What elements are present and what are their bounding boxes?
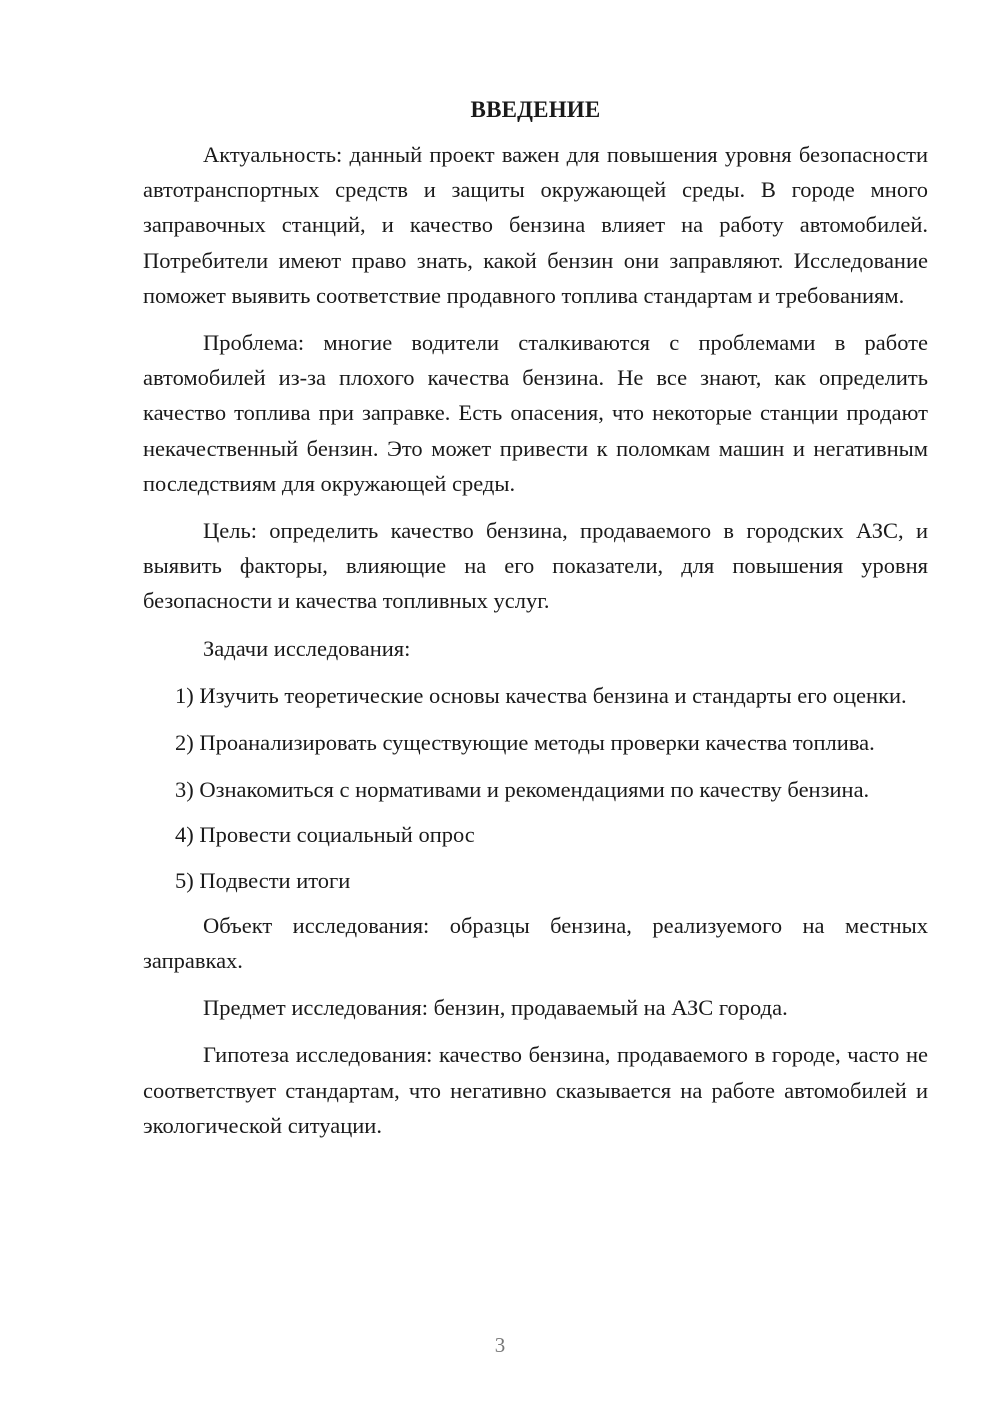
- paragraph-problem: Проблема: многие водители сталкиваются с проблемами в работе автомобилей из-за плохого качества бензина. Не все знают, как определить качество топлива при заправке. Есть опасения, что некоторые станции продают некачественный бензин. Это может привести к поломкам машин и негативным последствиям для окружающей среды.: [143, 330, 928, 496]
- paragraph-goal: Цель: определить качество бензина, продаваемого в городских АЗС, и выявить факторы, влияющие на его показатели, для повышения уровня безопасности и качества топливных услуг.: [143, 518, 928, 614]
- task-item-5: 5) Подвести итоги: [175, 867, 351, 893]
- paragraph-object: Объект исследования: образцы бензина, реализуемого на местных заправках.: [143, 912, 928, 974]
- paragraph-subject: Предмет исследования: бензин, продаваемый на АЗС города.: [203, 995, 788, 1021]
- page-title: ВВЕДЕНИЕ: [470, 97, 601, 122]
- tasks-heading: Задачи исследования:: [203, 635, 411, 661]
- task-item-2: 2) Проанализировать существующие методы проверки качества топлива.: [175, 730, 875, 756]
- page-number: 3: [494, 1333, 506, 1357]
- task-item-4: 4) Провести социальный опрос: [175, 822, 475, 848]
- task-item-3: 3) Ознакомиться с нормативами и рекомендациями по качеству бензина.: [175, 777, 870, 803]
- paragraph-relevance: Актуальность: данный проект важен для повышения уровня безопасности автотранспортных средств и защиты окружающей среды. В городе много заправочных станций, и качество бензина влияет на работу автомобилей. Потребители имеют право знать, какой бензин они заправляют. Исследование поможет выявить соответствие продавного топлива стандартам и требованиям.: [143, 142, 928, 308]
- task-item-1: 1) Изучить теоретические основы качества бензина и стандарты его оценки.: [175, 682, 907, 708]
- document-page: [143, 90, 928, 1143]
- paragraph-hypothesis: Гипотеза исследования: качество бензина, продаваемого в городе, часто не соответствует стандартам, что негативно сказывается на работе автомобилей и экологической ситуации.: [143, 1042, 928, 1138]
